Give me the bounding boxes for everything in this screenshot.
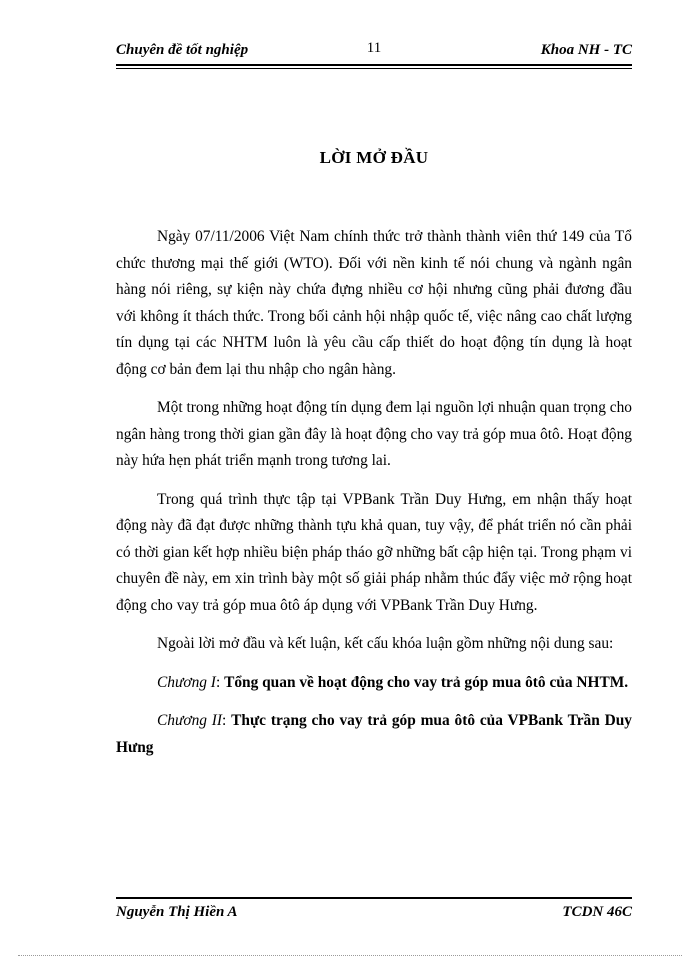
page-number: 11 [366,40,382,56]
page-header [116,40,632,64]
chapter-1-title: Tổng quan về hoạt động cho vay trả góp mua ôtô của NHTM. [224,673,629,691]
chapter-2-prefix: Chương II [157,712,223,729]
header-faculty: Khoa NH - TC [540,42,632,58]
chapter-2-entry [116,708,632,761]
chapter-2-separator: : [222,712,232,729]
body-text [116,224,632,773]
page-title: LỜI MỞ ĐẦU [319,148,429,167]
paragraph-4: Ngoài lời mở đầu và kết luận, kết cấu khóa luận gồm những nội dung sau: [157,635,614,652]
page-footer [116,904,632,926]
page-edge-line [18,955,682,956]
footer-class: TCDN 46C [562,904,632,920]
header-divider [116,64,632,66]
header-divider-thin [116,68,632,69]
paragraph-2: Một trong những hoạt động tín dụng đem lại nguồn lợi nhuận quan trọng cho ngân hàng trong thời gian gần đây là hoạt động cho vay trả góp mua ôtô. Hoạt động này hứa hẹn phát triển mạnh trong tương lai. [116,399,632,469]
header-document-type: Chuyên đề tốt nghiệp [116,42,249,58]
footer-author: Nguyễn Thị Hiền A [116,904,238,920]
paragraph-1: Ngày 07/11/2006 Việt Nam chính thức trở thành thành viên thứ 149 của Tổ chức thương mại thế giới (WTO). Đối với nền kinh tế nói chung và ngành ngân hàng nói riêng, sự kiện này chứa đựng nhiều cơ hội nhưng cũng phải đương đầu với không ít thách thức. Trong bối cảnh hội nhập quốc tế, việc nâng cao chất lượng tín dụng tại các NHTM luôn là yêu cầu cấp thiết do hoạt động tín dụng là hoạt động cơ bản đem lại thu nhập cho ngân hàng. [116,228,632,378]
chapter-1-entry [116,670,632,697]
chapter-1-separator: : [215,673,225,691]
chapter-1-prefix: Chương I [157,673,216,691]
paragraph-3: Trong quá trình thực tập tại VPBank Trần Duy Hưng, em nhận thấy hoạt động này đã đạt được những thành tựu khả quan, tuy vậy, để phát triển nó cần phải có thời gian kết hợp nhiều biện pháp tháo gỡ những bất cập hiện tại. Trong phạm vi chuyên đề này, em xin trình bày một số giải pháp nhằm thúc đẩy việc mở rộng hoạt động cho vay trả góp mua ôtô áp dụng với VPBank Trần Duy Hưng. [116,490,632,614]
chapter-2-title: Thực trạng cho vay trả góp mua ôtô của VPBank Trần Duy Hưng [116,712,632,756]
footer-divider [116,897,632,899]
